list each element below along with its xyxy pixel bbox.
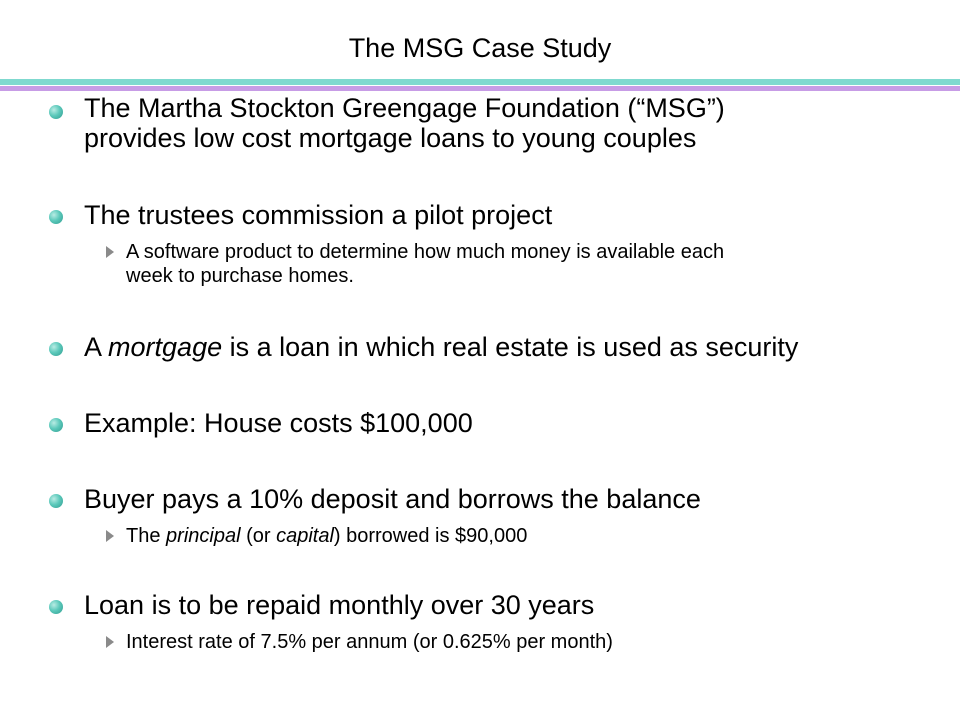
sub-bullet-line: week to purchase homes. [126,265,354,287]
triangle-arrow-icon [106,530,114,542]
bullet-text: The trustees commission a pilot project [84,200,553,230]
round-bullet-icon [49,210,63,224]
bullet-text: Loan is to be repaid monthly over 30 years [84,590,595,620]
text-run: A [84,332,109,362]
bullet-text: Example: House costs $100,000 [84,408,473,438]
title-divider-purple [0,86,960,91]
slide-title: The MSG Case Study [348,33,612,63]
title-divider-teal [0,79,960,85]
sub-bullet-line: A software product to determine how much money is available each [126,241,725,263]
sub-bullet-text: Interest rate of 7.5% per annum (or 0.625% per month) [126,631,613,653]
bullet-text-line: The Martha Stockton Greengage Foundation (“MSG”) [84,93,725,123]
sub-bullet-text [126,240,946,288]
emphasized-term: capital [276,525,334,547]
sub-bullet-text [126,524,946,548]
bullet-text [84,332,944,362]
text-run: ) borrowed is $90,000 [333,525,528,547]
text-run: The [126,525,167,547]
text-run: is a loan in which real estate is used as security [222,332,799,362]
round-bullet-icon [49,600,63,614]
emphasized-term: principal [166,525,241,547]
round-bullet-icon [49,418,63,432]
round-bullet-icon [49,342,63,356]
bullet-text: Buyer pays a 10% deposit and borrows the balance [84,484,701,514]
triangle-arrow-icon [106,636,114,648]
bullet-text [84,93,944,153]
text-run: (or [240,525,277,547]
bullet-text-line: provides low cost mortgage loans to young couples [84,123,697,153]
round-bullet-icon [49,105,63,119]
round-bullet-icon [49,494,63,508]
emphasized-term: mortgage [108,332,223,362]
triangle-arrow-icon [106,246,114,258]
